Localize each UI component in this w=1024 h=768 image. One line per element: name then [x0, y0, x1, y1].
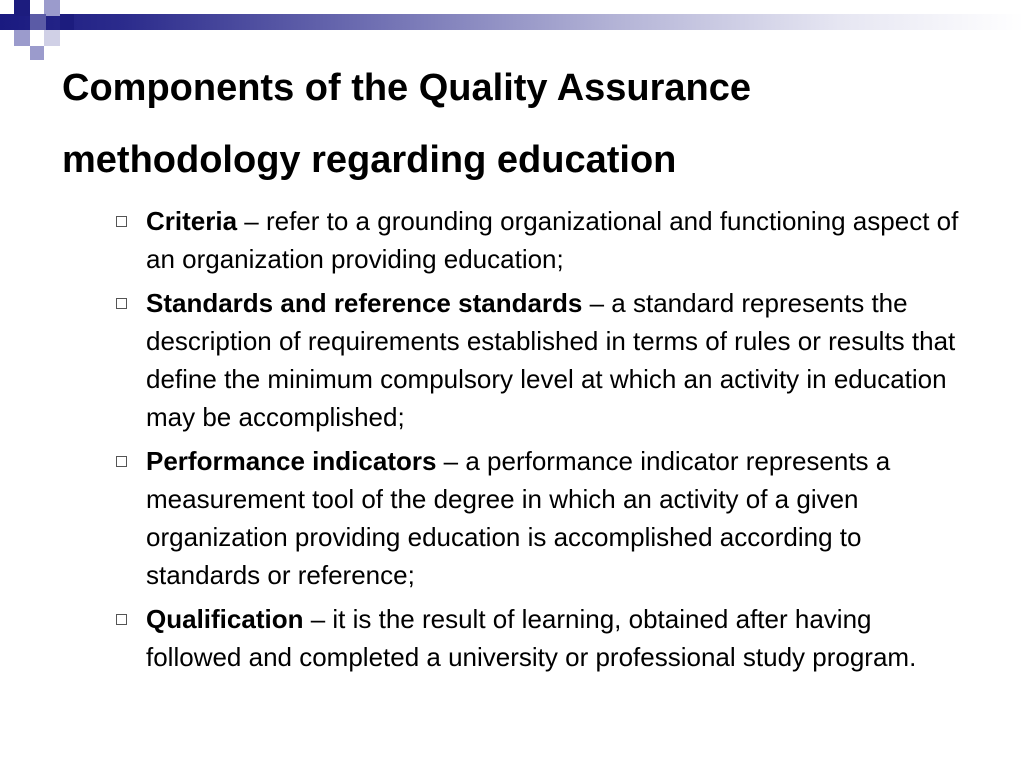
bullet-item-performance-indicators [116, 442, 966, 594]
hollow-square-icon [116, 216, 127, 227]
bullet-list [116, 202, 966, 682]
bullet-item-standards [116, 284, 966, 436]
decor-square [44, 0, 60, 16]
hollow-square-icon [116, 614, 127, 625]
bullet-term: Criteria [146, 206, 238, 236]
decor-square [14, 0, 30, 16]
hollow-square-icon [116, 298, 127, 309]
bullet-term: Standards and reference standards [146, 288, 583, 318]
bullet-definition: – a performance indicator represents a measurement tool of the degree in which an activity of a given organization providing education is accomplished according to standards or reference; [146, 446, 891, 590]
bullet-definition: – a standard represents the description of requirements established in terms of rules or results that define the minimum compulsory level at which an activity in education may be accomplished; [146, 288, 956, 432]
bullet-item-qualification [116, 600, 966, 676]
header-gradient-bar [0, 14, 1024, 30]
decor-square [44, 30, 60, 46]
decor-square [30, 14, 46, 30]
hollow-square-icon [116, 456, 127, 467]
decor-square [14, 30, 30, 46]
decor-square [60, 14, 74, 30]
bullet-definition: – refer to a grounding organizational and functioning aspect of an organization providing education; [146, 206, 959, 274]
bullet-term: Qualification [146, 604, 304, 634]
bullet-item-criteria [116, 202, 966, 278]
bullet-definition: – it is the result of learning, obtained after having followed and completed a university or professional study program. [146, 604, 917, 672]
decor-square [30, 46, 44, 60]
slide-title-line: Components of the Quality Assurance [62, 67, 752, 109]
slide-title [62, 52, 962, 196]
bullet-term: Performance indicators [146, 446, 437, 476]
slide-title-line: methodology regarding education [62, 139, 677, 181]
